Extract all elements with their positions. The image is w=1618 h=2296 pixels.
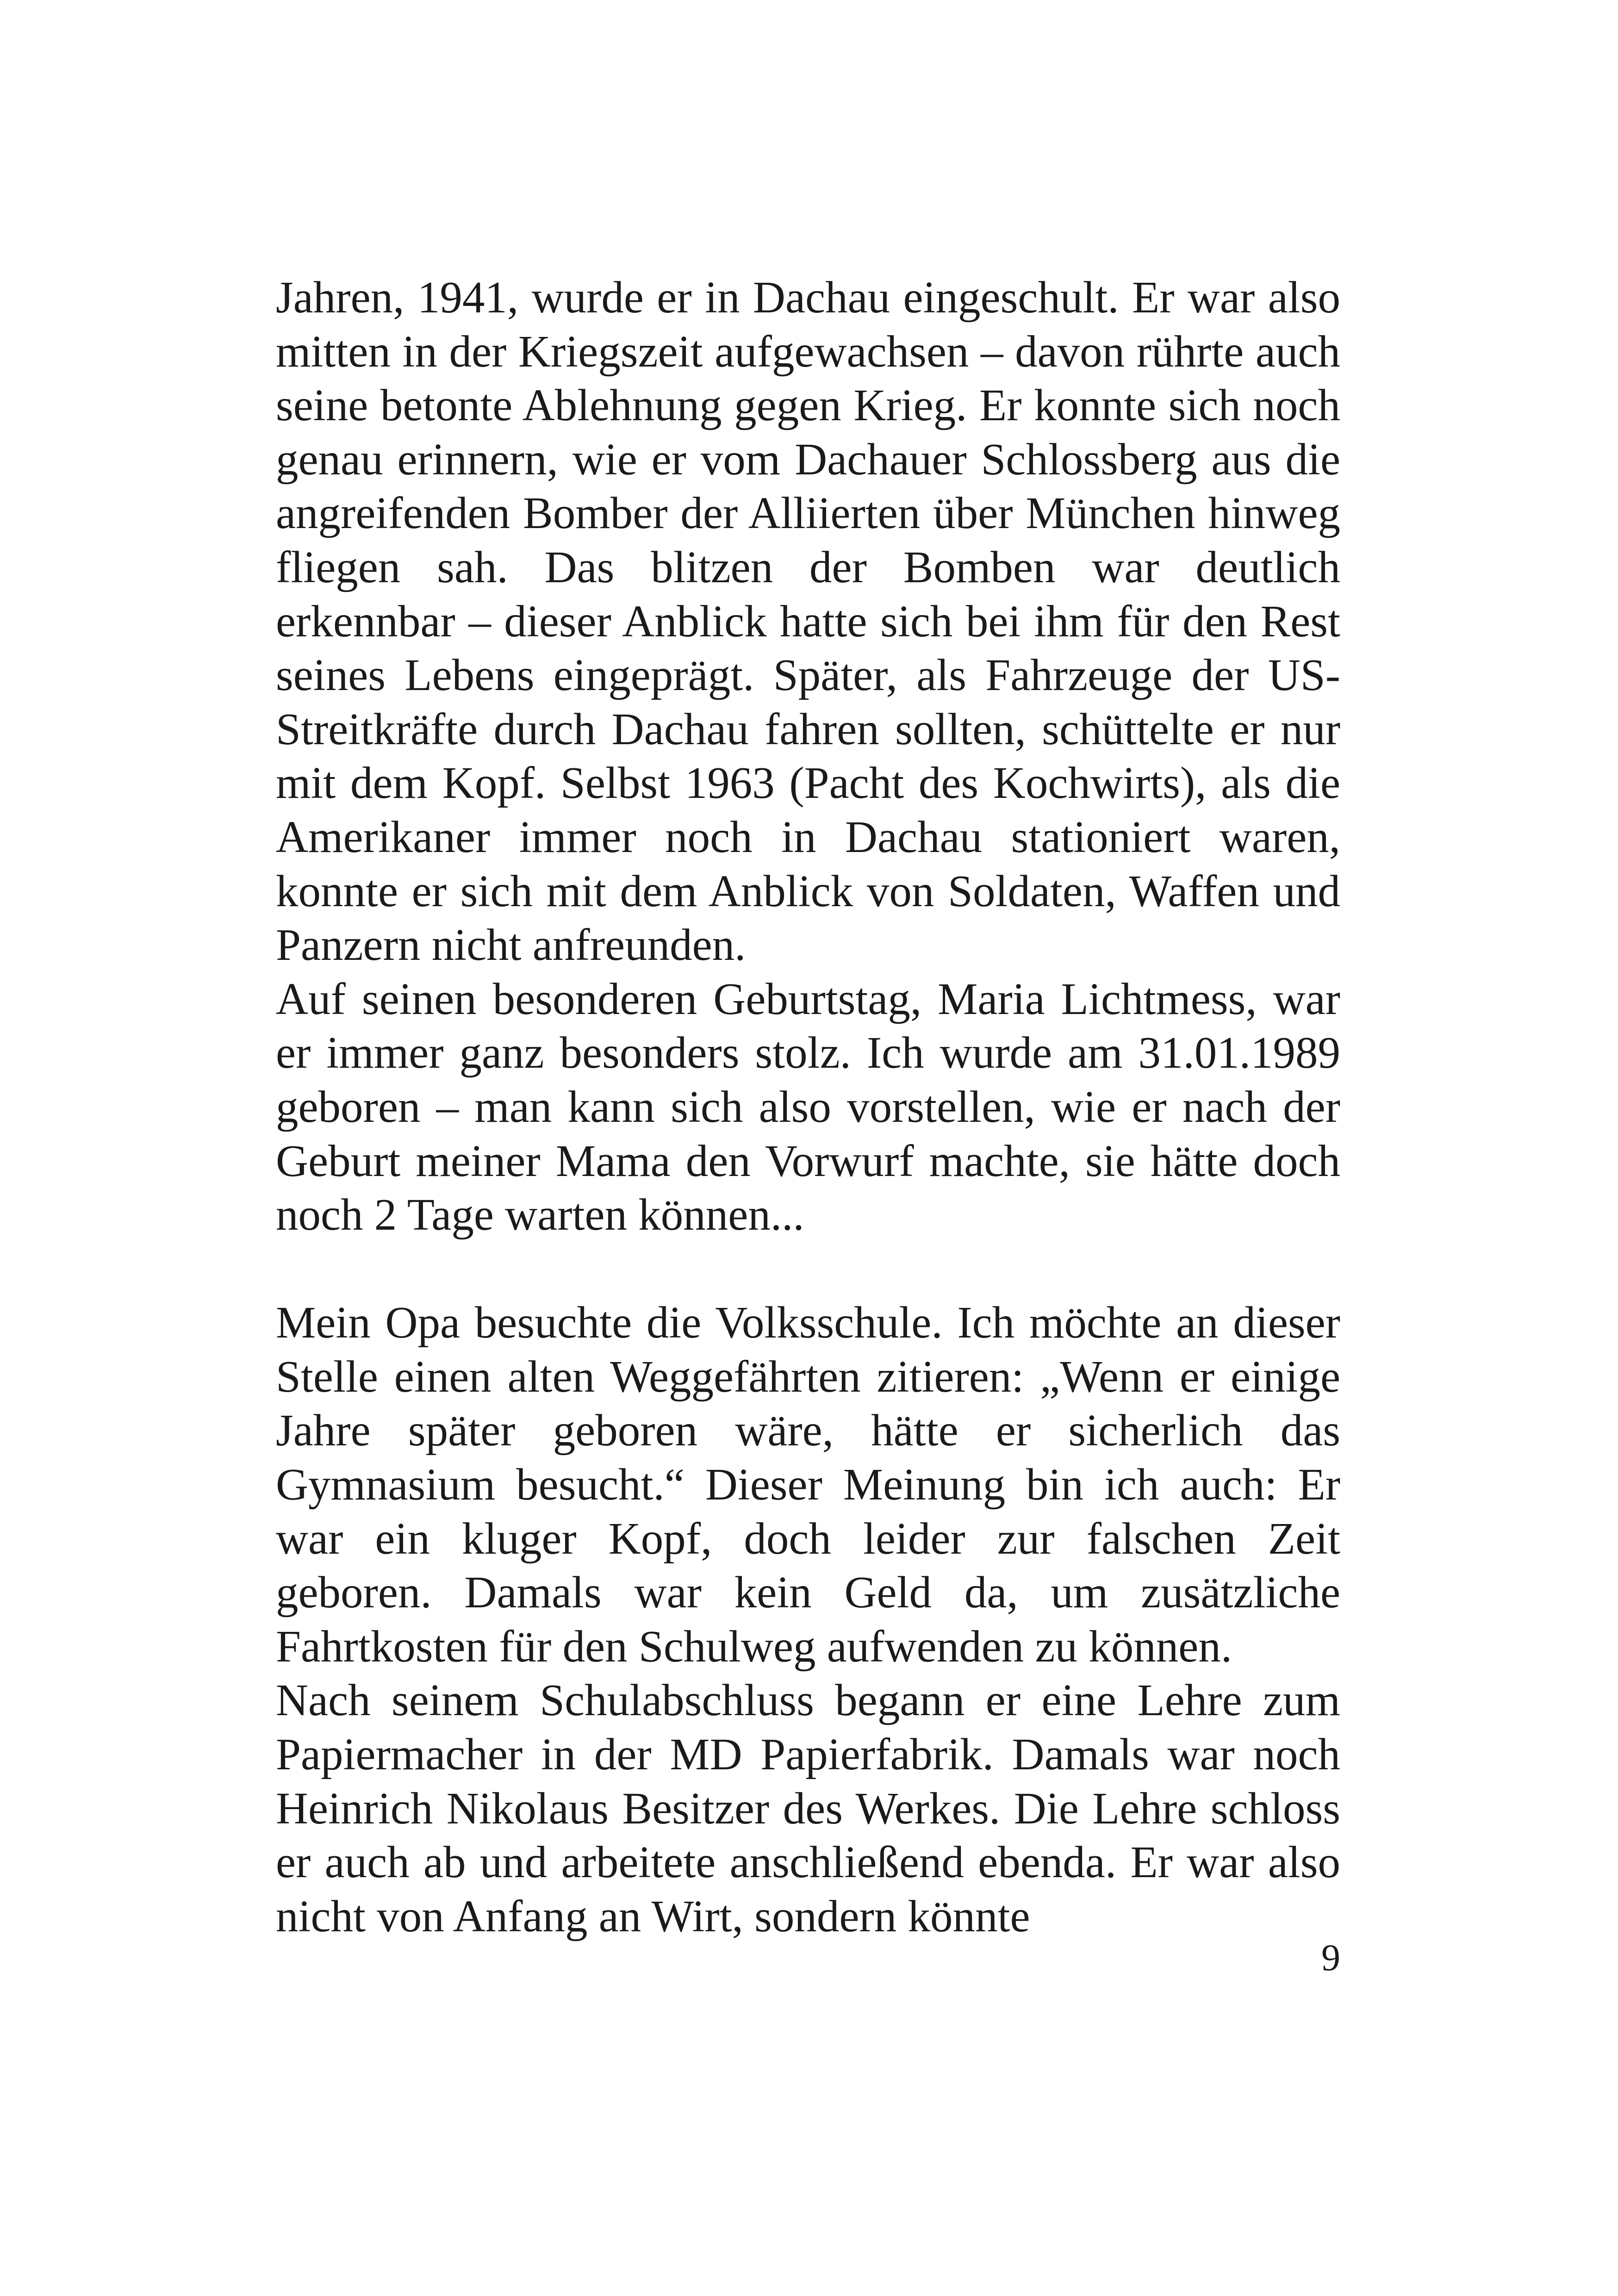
paragraph-school: Mein Opa besuchte die Volksschule. Ich möchte an dieser Stelle einen alten Weggefährten zitieren: „Wenn er einige Jahre später geboren wäre, hätte er sicherlich das Gymnasium besucht.“ Dieser Meinung bin ich auch: Er war ein kluger Kopf, doch leider zur falschen Zeit geboren. Damals war kein Geld da, um zusätzliche Fahrtkosten für den Schulweg aufwenden zu können. [276, 1298, 1340, 1671]
paragraph-apprenticeship: Nach seinem Schulabschluss begann er eine Lehre zum Papiermacher in der MD Papierfabrik. Damals war noch Heinrich Nikolaus Besitzer des Werkes. Die Lehre schloss er auch ab und arbeitete anschließend ebenda. Er war also nicht von Anfang an Wirt, sondern könnte [276, 1675, 1340, 1941]
body-text [276, 271, 1340, 1943]
paragraph-childhood-war: Jahren, 1941, wurde er in Dachau eingeschult. Er war also mitten in der Kriegszeit aufgewachsen – davon rührte auch seine betonte Ablehnung gegen Krieg. Er konnte sich noch genau erinnern, wie er vom Dachauer Schlossberg aus die angreifenden Bomber der Alliierten über München hinweg fliegen sah. Das blitzen der Bomben war deutlich erkennbar – dieser Anblick hatte sich bei ihm für den Rest seines Lebens eingeprägt. Später, als Fahrzeuge der US-Streitkräfte durch Dachau fahren sollten, schüttelte er nur mit dem Kopf. Selbst 1963 (Pacht des Kochwirts), als die Amerikaner immer noch in Dachau stationiert waren, konnte er sich mit dem Anblick von Soldaten, Waffen und Panzern nicht anfreunden. [276, 273, 1340, 970]
page-number: 9 [1321, 1936, 1340, 1979]
paragraph-birthday: Auf seinen besonderen Geburtstag, Maria Lichtmess, war er immer ganz besonders stolz. Ich wurde am 31.01.1989 geboren – man kann sich also vorstellen, wie er nach der Geburt meiner Mama den Vorwurf machte, sie hätte doch noch 2 Tage warten können... [276, 974, 1340, 1240]
